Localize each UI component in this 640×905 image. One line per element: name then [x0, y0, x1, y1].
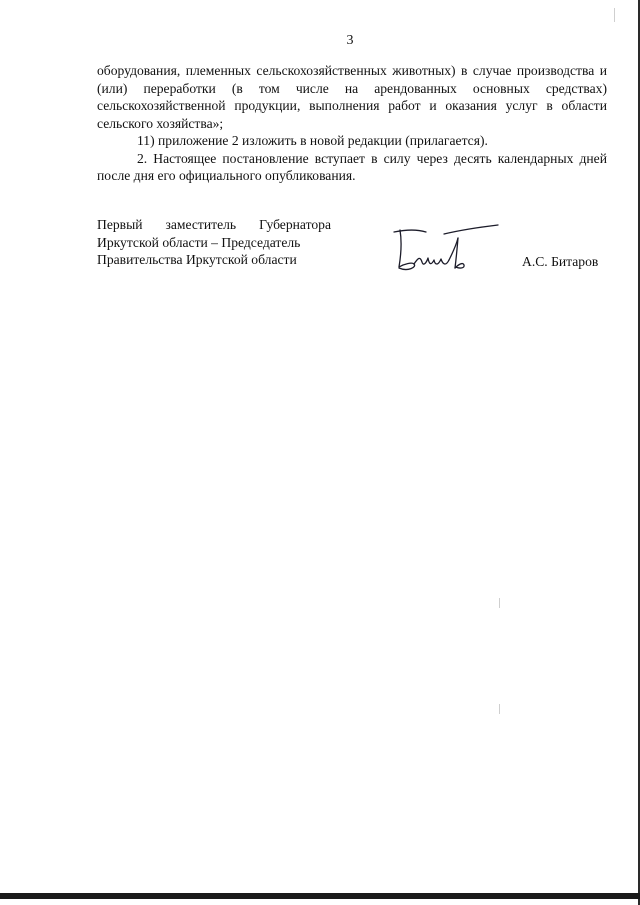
signer-title-word: Первый	[97, 217, 143, 232]
scan-artifact	[614, 8, 615, 22]
document-body	[97, 62, 607, 185]
scan-artifact	[499, 598, 500, 608]
paragraph-item-2: 2. Настоящее постановление вступает в силу через десять календарных дней после дня его официального опубликования.	[97, 150, 607, 183]
signer-title-line-2: Иркутской области – Председатель	[97, 234, 301, 250]
signer-title-line-3: Правительства Иркутской области	[97, 252, 297, 267]
scan-artifact	[499, 704, 500, 714]
handwritten-signature	[386, 220, 506, 280]
paragraph-continuation: оборудования, племенных сельскохозяйственных животных) в случае производства и (или) переработки (в том числе на арендованных основных средствах) сельскохозяйственной продукции, выполнения работ и оказания услуг в области сельского хозяйства»;	[97, 63, 607, 131]
signer-title-line-1	[97, 216, 331, 234]
scan-edge-bottom	[0, 893, 640, 899]
paragraph-item-11: 11) приложение 2 изложить в новой редакции (прилагается).	[137, 133, 488, 148]
signer-title	[97, 216, 337, 269]
signer-name: А.С. Битаров	[522, 254, 599, 269]
page-number: 3	[346, 33, 354, 48]
signer-title-word: заместитель	[165, 217, 237, 232]
signer-title-word: Губернатора	[259, 217, 331, 232]
